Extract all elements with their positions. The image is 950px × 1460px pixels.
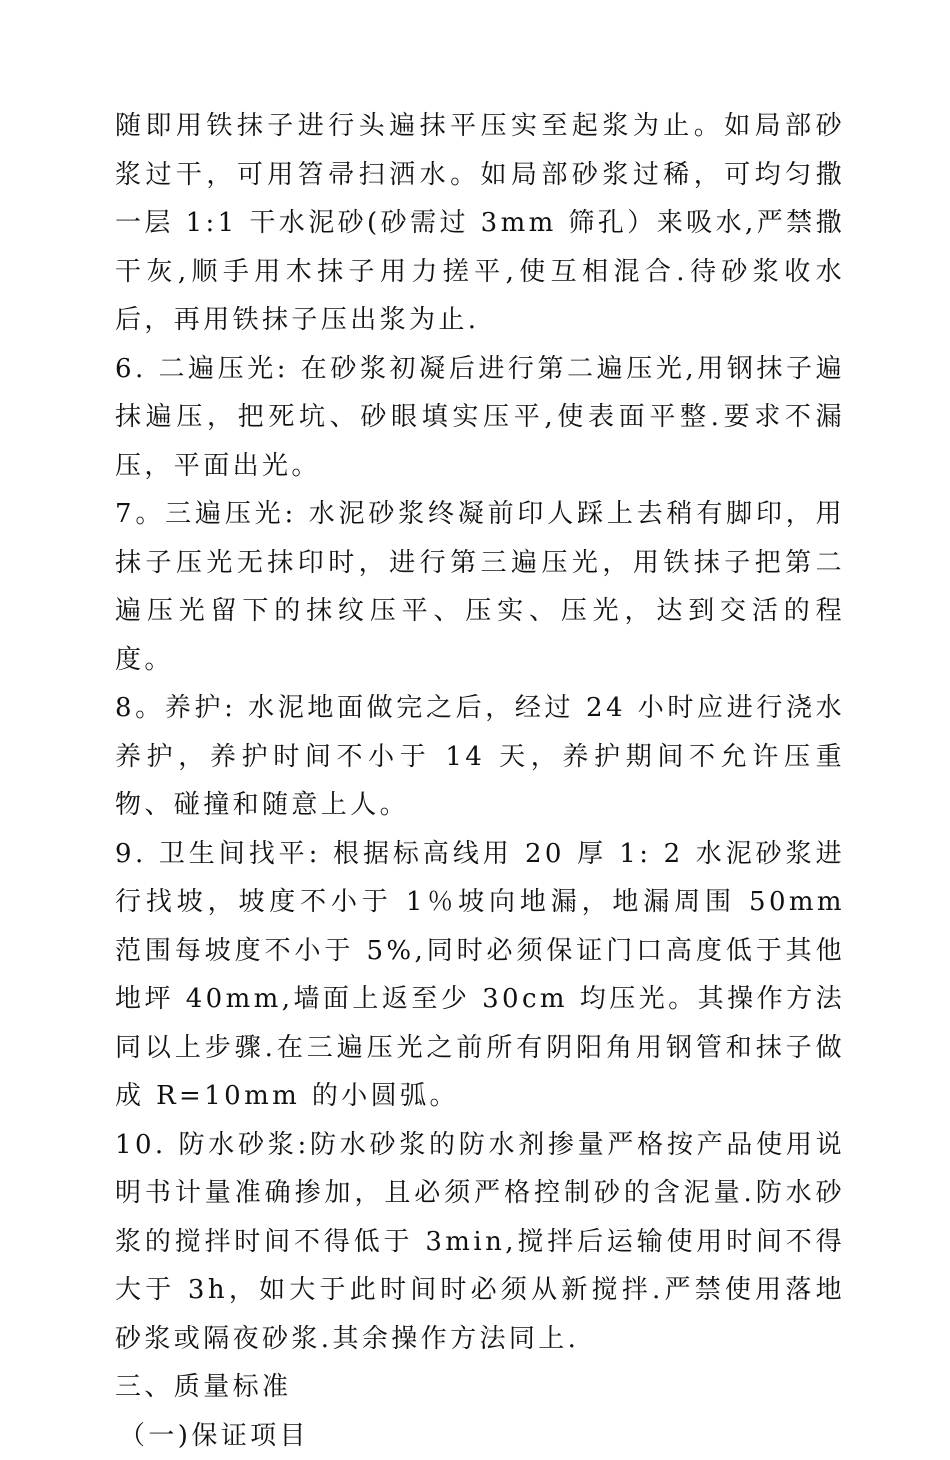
paragraph-troweling-first-pass: 随即用铁抹子进行头遍抹平压实至起浆为止。如局部砂浆过干，可用笤帚扫洒水。如局部砂浆过稀，可均匀撒一层 1:1 干水泥砂(砂需过 3mm 筛孔）来吸水,严禁撒干灰,顺手用木抹子用力搓平,使互相混合.待砂浆收水后，再用铁抹子压出浆为止. xyxy=(115,102,845,345)
sub-heading-guaranteed-items: （一)保证项目 xyxy=(115,1412,845,1460)
paragraph-step-6-second-pass: 6. 二遍压光: 在砂浆初凝后进行第二遍压光,用钢抹子遍抹遍压，把死坑、砂眼填实压平,使表面平整.要求不漏压，平面出光。 xyxy=(115,345,845,491)
paragraph-step-8-curing: 8。养护: 水泥地面做完之后，经过 24 小时应进行浇水养护，养护时间不小于 14 天，养护期间不允许压重物、碰撞和随意上人。 xyxy=(115,684,845,830)
document-body xyxy=(115,102,845,1460)
section-heading-quality-standard: 三、质量标准 xyxy=(115,1363,845,1412)
paragraph-step-9-bathroom-leveling: 9. 卫生间找平: 根据标高线用 20 厚 1: 2 水泥砂浆进行找坡，坡度不小于 1％坡向地漏，地漏周围 50mm 范围每坡度不小于 5%,同时必须保证门口高度低于其他地坪 40mm,墙面上返至少 30cm 均压光。其操作方法同以上步骤.在三遍压光之前所有阴阳角用钢管和抹子做成 R=10mm 的小圆弧。 xyxy=(115,830,845,1121)
paragraph-step-10-waterproof-mortar: 10. 防水砂浆:防水砂浆的防水剂掺量严格按产品使用说明书计量准确掺加，且必须严格控制砂的含泥量.防水砂浆的搅拌时间不得低于 3min,搅拌后运输使用时间不得大于 3h，如大于此时间时必须从新搅拌.严禁使用落地砂浆或隔夜砂浆.其余操作方法同上. xyxy=(115,1121,845,1364)
paragraph-step-7-third-pass: 7。三遍压光: 水泥砂浆终凝前印人踩上去稍有脚印，用抹子压光无抹印时，进行第三遍压光，用铁抹子把第二遍压光留下的抹纹压平、压实、压光，达到交活的程度。 xyxy=(115,490,845,684)
